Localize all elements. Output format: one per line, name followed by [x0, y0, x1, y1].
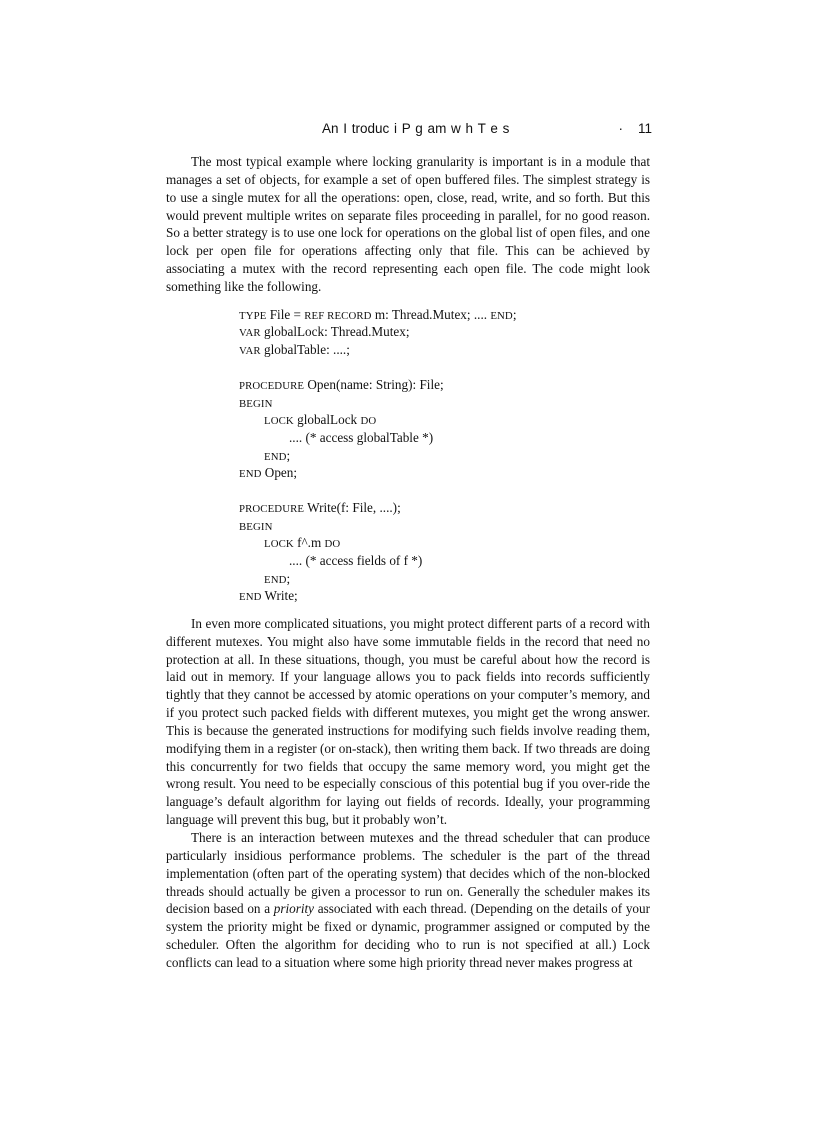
code-blank-line [239, 482, 650, 500]
code-text: Open(name: String): File; [304, 377, 444, 393]
code-keyword: REF RECORD [304, 309, 372, 322]
code-keyword: LOCK [264, 415, 294, 428]
code-blank-line [239, 359, 650, 377]
code-keyword: PROCEDURE [239, 503, 305, 516]
code-line [239, 499, 650, 517]
code-line [239, 306, 650, 324]
code-line [239, 429, 650, 447]
code-text: globalLock [293, 412, 361, 428]
code-text: Write(f: File, ....); [304, 500, 401, 516]
code-text: .... (* access globalTable *) [289, 429, 434, 445]
body-text [166, 153, 650, 972]
paragraph-record-layout: In even more complicated situations, you might protect different parts of a record with different mutexes. You might also have some immutable fields in the record that need no protection at all. In these situations, though, you must be careful about how the record is laid out in memory. If your language allows you to pack fields into records sufficiently tightly that they cannot be accessed by atomic operations on your computer’s memory, and if you protect such packed fields with different mutexes, you might get the wrong answer. This is because the generated instructions for modifying such fields involve reading them, modifying them in a register (or on-stack), then writing them back. If two threads are doing this concurrently for two fields that occupy the same memory word, you might get the wrong result. You need to be especially conscious of this potential bug if you over-ride the language’s default algorithm for laying out fields of records. Ideally, your programming language will prevent this bug, but it probably won’t. [166, 615, 650, 828]
code-keyword: TYPE [239, 309, 267, 322]
paragraph-text: There is an interaction between mutexes and the thread scheduler that can produce particularly insidious performance problems. The scheduler is the part of the thread implementation (often part of the operating system) that decides which of the non-blocked threads should actually be given a processor to run on. Generally the scheduler makes its decision based on a [166, 829, 650, 917]
paragraph-locking-granularity: The most typical example where locking granularity is important is in a module that manages a set of objects, for example a set of open buffered files. The simplest strategy is to use a single mutex for all the operations: open, close, read, write, and so forth. But this would prevent multiple writes on separate files proceeding in parallel, for no good reason. So a better strategy is to use one lock for operations on the global list of open files, and one lock per open file for operations affecting only that file. This can be achieved by associating a mutex with the record representing each open file. The code might look something like the following. [166, 154, 650, 294]
code-line [239, 323, 650, 341]
code-text: f^.m [293, 535, 325, 551]
code-text: ; [286, 570, 291, 586]
code-keyword: END [264, 573, 287, 586]
code-keyword: PROCEDURE [239, 380, 305, 393]
code-line [239, 534, 650, 552]
code-text: File = [266, 306, 305, 322]
code-keyword: END [490, 309, 513, 322]
code-line [239, 376, 650, 394]
code-keyword: DO [360, 415, 377, 428]
code-text: ; [512, 306, 517, 322]
code-line [239, 570, 650, 588]
code-keyword: VAR [239, 344, 261, 357]
code-text: ; [286, 447, 291, 463]
code-keyword: END [264, 450, 287, 463]
header-bullet: · [618, 121, 623, 136]
emphasis-priority: priority [273, 901, 315, 917]
code-text: globalTable: ....; [260, 341, 350, 357]
code-text: globalLock: Thread.Mutex; [260, 324, 410, 340]
code-keyword: LOCK [264, 538, 294, 551]
code-listing [166, 306, 650, 605]
code-keyword: END [239, 591, 262, 604]
code-line [239, 394, 650, 412]
code-line [239, 341, 650, 359]
paragraph-scheduler [166, 829, 650, 972]
code-keyword: END [239, 468, 262, 481]
code-keyword: BEGIN [239, 520, 273, 533]
running-header-title: An I troduc i P g am w h T e s [322, 121, 510, 136]
code-text: .... (* access fields of f *) [289, 553, 423, 569]
code-line [239, 447, 650, 465]
code-keyword: DO [324, 538, 341, 551]
paragraph-text: associated with each thread. (Depending on the details of your system the priority might be fixed or dynamic, programmer assigned or computed by the scheduler. Often the algorithm for deciding who to run is not specified at all.) Lock conflicts can lead to a situation where some high priority thread never makes progress at [166, 901, 650, 970]
code-line [239, 587, 650, 605]
code-line [239, 552, 650, 570]
code-line [239, 517, 650, 535]
page-number-value: 11 [637, 121, 652, 136]
code-text: m: Thread.Mutex; .... [371, 306, 491, 322]
code-line [239, 411, 650, 429]
code-keyword: BEGIN [239, 397, 273, 410]
code-keyword: VAR [239, 327, 261, 340]
code-text: Open; [261, 465, 298, 481]
page-number [618, 121, 652, 136]
code-text: Write; [261, 588, 298, 604]
code-line [239, 464, 650, 482]
